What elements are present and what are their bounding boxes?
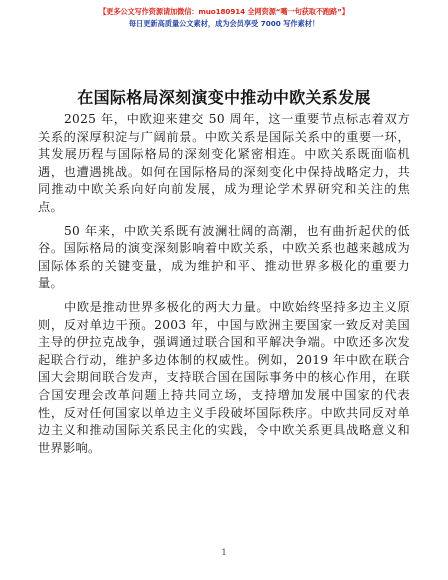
body-paragraph-3: 中欧是推动世界多极化的两大力量。中欧始终坚持多边主义原则，反对单边干预。2003 年，中国与欧洲主要国家一致反对美国主导的伊拉克战争，强调通过联合国和平解决争端。中欧还多次发起联合行动，维护多边体制的权威性。例如，2019 年中欧在联合国大会期间联合发声，支持联合国在国际事务中的核心作用，在联合国安理会改革问题上持共同立场，支持增加发展中国家的代表性，反对任何国家以单边主义手段破坏国际秩序。中欧共同反对单边主义和推动国际关系民主化的实践，令中欧关系更具战略意义和世界影响。: [38, 299, 410, 455]
body-paragraph-2: 50 年来，中欧关系既有波澜壮阔的高潮，也有曲折起伏的低谷。国际格局的演变深刻影响着中欧关系，中欧关系也越来越成为国际体系的关键变量，成为维护和平、推动世界多极化的重要力量。: [38, 223, 410, 291]
document-body: [38, 111, 410, 463]
document-title: 在国际格局深刻演变中推动中欧关系发展: [77, 88, 371, 107]
promo-banner-line-2: 每日更新高质量公文素材，成为会员享受 7000 写作素材！: [128, 19, 320, 28]
body-paragraph-1: 2025 年，中欧迎来建交 50 周年，这一重要节点标志着双方关系的深厚积淀与广阔前景。中欧关系是国际关系中的重要一环，其发展历程与国际格局的深刻变化紧密相连。中欧关系既面临机遇，也遭遇挑战。如何在国际格局的深刻变化中保持战略定力，共同推动中欧关系向好向前发展，成为理论学术界研究和关注的焦点。: [38, 112, 410, 214]
page-number: 1: [221, 548, 227, 557]
promo-banner: [0, 6, 448, 30]
promo-banner-line-1: 【更多公文写作资源请加微信：muo180914 全网资源“嘴一句获取不跑路”】: [99, 7, 349, 16]
